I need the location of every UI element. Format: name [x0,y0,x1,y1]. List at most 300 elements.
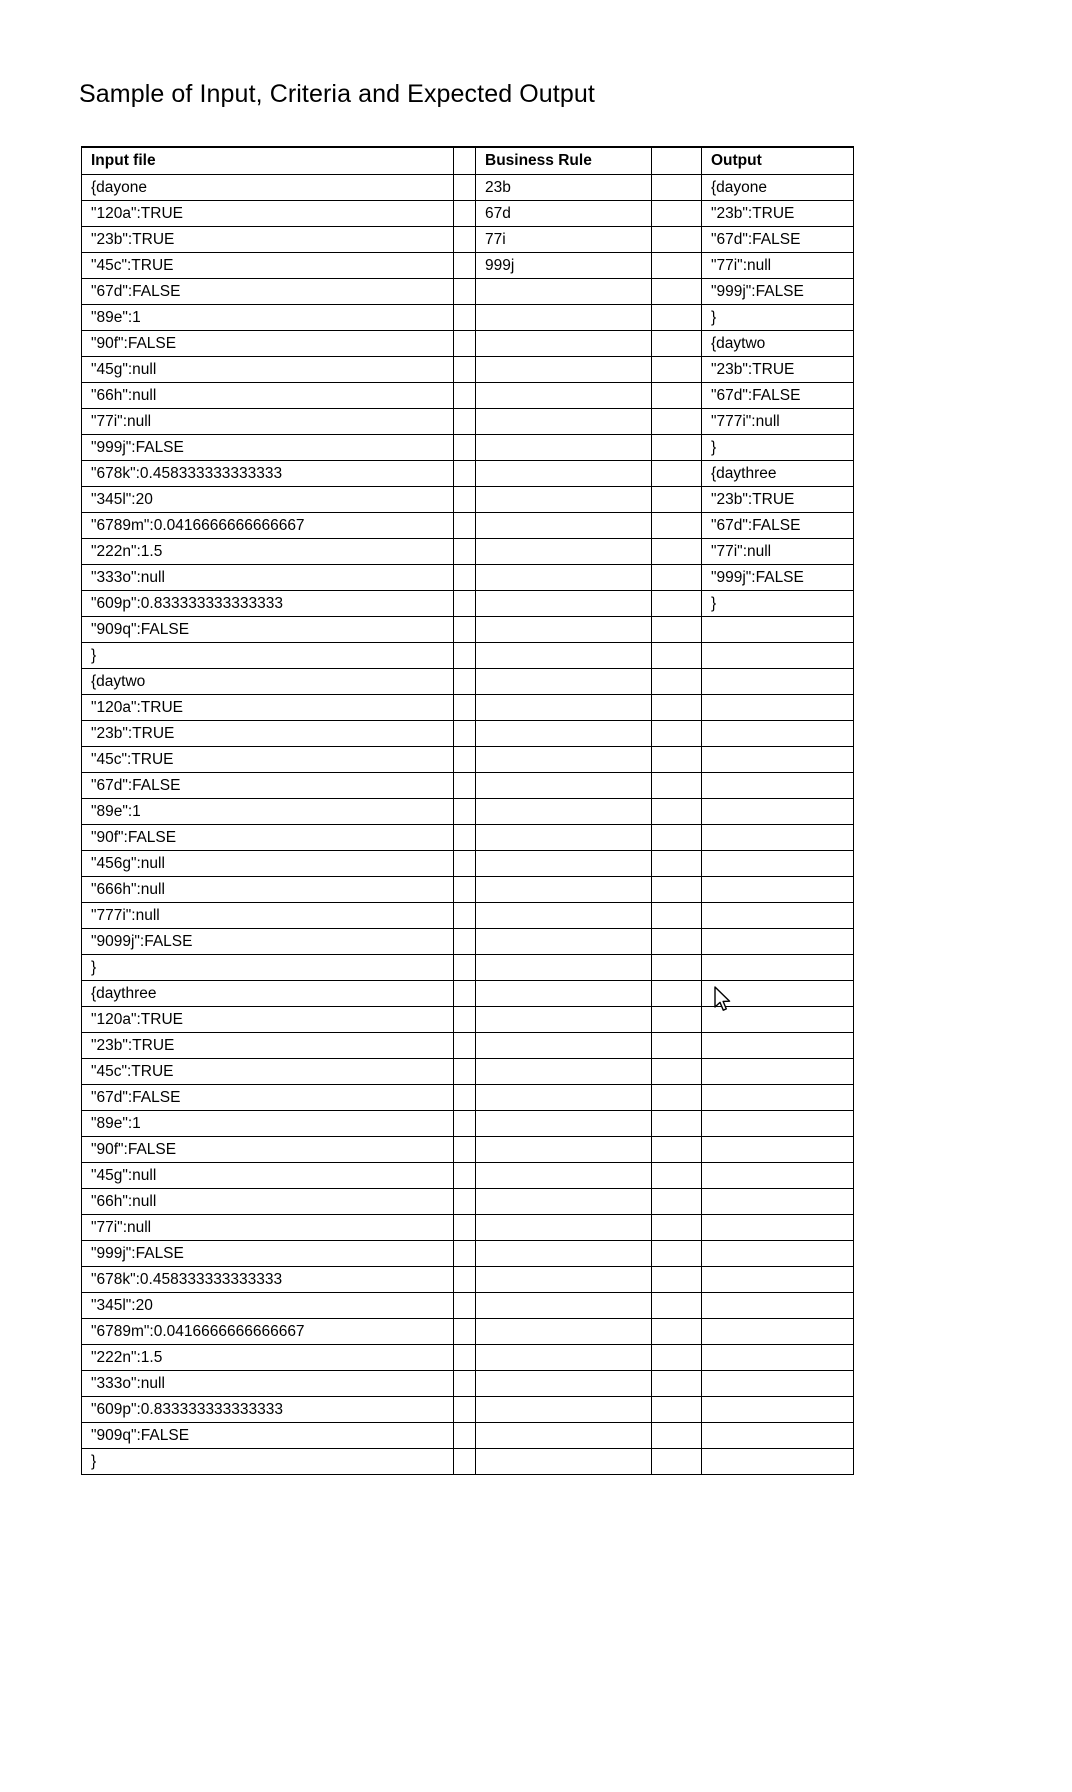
table-row [82,955,854,981]
cell-output [702,929,854,955]
cell-gap2 [652,357,702,383]
cell-output: "67d":FALSE [702,227,854,253]
cell-gap2 [652,1111,702,1137]
cell-input: "45g":null [82,357,454,383]
cell-input: "45c":TRUE [82,747,454,773]
cell-gap2 [652,1423,702,1449]
cell-rule [476,955,652,981]
cell-input: "67d":FALSE [82,773,454,799]
table-row [82,903,854,929]
page-title: Sample of Input, Criteria and Expected Output [79,80,595,108]
cell-output [702,981,854,1007]
cell-rule [476,513,652,539]
cell-gap1 [454,513,476,539]
table-row [82,1137,854,1163]
cell-rule [476,617,652,643]
cell-rule [476,1111,652,1137]
table-row [82,1007,854,1033]
cell-output [702,669,854,695]
cell-rule [476,903,652,929]
cell-output [702,747,854,773]
cell-gap2 [652,435,702,461]
cell-rule [476,877,652,903]
cell-output: } [702,591,854,617]
table-row [82,1267,854,1293]
cell-input: "66h":null [82,383,454,409]
cell-rule [476,747,652,773]
table-row [82,357,854,383]
cell-input: "120a":TRUE [82,695,454,721]
cell-gap1 [454,227,476,253]
cell-rule [476,435,652,461]
cell-input: "666h":null [82,877,454,903]
table-row [82,747,854,773]
cell-rule [476,1241,652,1267]
table-row [82,513,854,539]
cell-rule [476,1163,652,1189]
table-row [82,539,854,565]
cell-input: "678k":0.458333333333333 [82,1267,454,1293]
cell-input: "120a":TRUE [82,1007,454,1033]
cell-input: "999j":FALSE [82,435,454,461]
cell-input: "23b":TRUE [82,1033,454,1059]
cell-input: "66h":null [82,1189,454,1215]
cell-gap2 [652,383,702,409]
cell-gap2 [652,461,702,487]
cell-input: "120a":TRUE [82,201,454,227]
cell-gap2 [652,253,702,279]
cell-input: "45c":TRUE [82,1059,454,1085]
cell-output [702,1189,854,1215]
cell-input: } [82,643,454,669]
cell-gap2 [652,1189,702,1215]
cell-output: {daythree [702,461,854,487]
cell-output [702,1137,854,1163]
cell-gap1 [454,435,476,461]
table-body [82,175,854,1475]
cell-gap2 [652,591,702,617]
table-row [82,721,854,747]
cell-output [702,877,854,903]
cell-gap1 [454,1371,476,1397]
cell-gap1 [454,1267,476,1293]
cell-input: } [82,1449,454,1475]
cell-input: "45g":null [82,1163,454,1189]
cell-input: "345l":20 [82,487,454,513]
cell-output [702,1033,854,1059]
cell-gap2 [652,1371,702,1397]
cell-gap2 [652,617,702,643]
cell-output [702,955,854,981]
cell-input: "222n":1.5 [82,1345,454,1371]
cell-rule [476,1293,652,1319]
cell-gap1 [454,175,476,201]
table-row [82,643,854,669]
table-row [82,1163,854,1189]
cell-gap1 [454,1085,476,1111]
cell-gap2 [652,877,702,903]
table-row [82,1371,854,1397]
cell-input: {daythree [82,981,454,1007]
table-row [82,487,854,513]
cell-output [702,903,854,929]
cell-output: "77i":null [702,539,854,565]
table-row [82,253,854,279]
cell-output: } [702,435,854,461]
cell-output [702,851,854,877]
cell-output [702,695,854,721]
cell-rule [476,409,652,435]
cell-input: "90f":FALSE [82,825,454,851]
cell-output [702,1345,854,1371]
cell-rule [476,1033,652,1059]
table-row [82,1423,854,1449]
cell-input: "67d":FALSE [82,279,454,305]
cell-input: "89e":1 [82,305,454,331]
cell-gap1 [454,1189,476,1215]
cell-gap2 [652,1293,702,1319]
cell-input: "345l":20 [82,1293,454,1319]
table-row [82,565,854,591]
cell-input: "90f":FALSE [82,331,454,357]
table-head [82,147,854,175]
cell-gap2 [652,409,702,435]
table-row [82,409,854,435]
column-header-spacer-1 [454,147,476,175]
cell-output [702,1111,854,1137]
cell-gap2 [652,331,702,357]
cell-input: "678k":0.458333333333333 [82,461,454,487]
cell-rule [476,851,652,877]
table-row [82,1215,854,1241]
cell-output [702,1293,854,1319]
table-row [82,851,854,877]
cell-output: {daytwo [702,331,854,357]
cell-gap2 [652,279,702,305]
table-row [82,175,854,201]
cell-rule [476,643,652,669]
cell-gap2 [652,825,702,851]
cell-gap2 [652,227,702,253]
cell-output [702,1007,854,1033]
table-row [82,1059,854,1085]
cell-gap2 [652,1085,702,1111]
cell-gap1 [454,279,476,305]
cell-input: "45c":TRUE [82,253,454,279]
cell-output [702,1423,854,1449]
cell-output [702,1267,854,1293]
cell-rule [476,539,652,565]
cell-rule [476,591,652,617]
cell-output [702,643,854,669]
cell-gap2 [652,1137,702,1163]
cell-gap2 [652,513,702,539]
cell-output [702,825,854,851]
cell-gap2 [652,1215,702,1241]
table-row [82,383,854,409]
cell-gap2 [652,1267,702,1293]
table-row [82,331,854,357]
cell-rule [476,1449,652,1475]
table-row [82,773,854,799]
cell-gap1 [454,1319,476,1345]
table-header-row [82,147,854,175]
cell-gap1 [454,591,476,617]
cell-rule: 67d [476,201,652,227]
cell-output [702,1449,854,1475]
cell-input: {daytwo [82,669,454,695]
table-row [82,1345,854,1371]
cell-output: } [702,305,854,331]
cell-input: "609p":0.833333333333333 [82,591,454,617]
cell-rule [476,1137,652,1163]
cell-rule [476,279,652,305]
cell-input: "333o":null [82,1371,454,1397]
cell-input: "77i":null [82,409,454,435]
cell-gap1 [454,695,476,721]
cell-input: "333o":null [82,565,454,591]
table-row [82,201,854,227]
cell-rule [476,1059,652,1085]
cell-gap2 [652,1163,702,1189]
cell-gap1 [454,1007,476,1033]
cell-gap1 [454,565,476,591]
table-row [82,435,854,461]
column-header-business-rule: Business Rule [476,147,652,175]
table-row [82,669,854,695]
cell-gap1 [454,669,476,695]
cell-gap2 [652,1319,702,1345]
cell-gap1 [454,357,476,383]
table-row [82,929,854,955]
cell-rule [476,773,652,799]
cell-gap2 [652,773,702,799]
table-row [82,1033,854,1059]
cell-input: "999j":FALSE [82,1241,454,1267]
cell-input: "6789m":0.0416666666666667 [82,513,454,539]
cell-rule [476,825,652,851]
cell-rule [476,565,652,591]
cell-gap2 [652,669,702,695]
cell-input: "222n":1.5 [82,539,454,565]
cell-output [702,1085,854,1111]
cell-gap1 [454,409,476,435]
table-row [82,877,854,903]
cell-output: "23b":TRUE [702,357,854,383]
cell-input: "90f":FALSE [82,1137,454,1163]
cell-gap1 [454,851,476,877]
cell-output [702,1163,854,1189]
cell-gap1 [454,1163,476,1189]
sample-table-container [81,146,853,1475]
table-row [82,227,854,253]
cell-input: "609p":0.833333333333333 [82,1397,454,1423]
cell-output: "67d":FALSE [702,383,854,409]
cell-gap2 [652,799,702,825]
cell-rule [476,669,652,695]
cell-gap2 [652,851,702,877]
cell-gap1 [454,1345,476,1371]
cell-rule [476,357,652,383]
cell-gap1 [454,643,476,669]
cell-output: "77i":null [702,253,854,279]
cell-gap2 [652,1059,702,1085]
cell-rule: 999j [476,253,652,279]
cell-gap2 [652,1007,702,1033]
cell-gap1 [454,773,476,799]
cell-rule: 23b [476,175,652,201]
table-row [82,461,854,487]
cell-gap1 [454,1423,476,1449]
cell-gap2 [652,565,702,591]
cell-gap2 [652,305,702,331]
cell-rule [476,331,652,357]
cell-input: } [82,955,454,981]
table-row [82,1449,854,1475]
cell-gap1 [454,617,476,643]
cell-rule [476,1423,652,1449]
cell-rule [476,1345,652,1371]
cell-output [702,617,854,643]
table-row [82,825,854,851]
cell-gap2 [652,1241,702,1267]
cell-gap2 [652,747,702,773]
table-row [82,1397,854,1423]
cell-gap1 [454,1111,476,1137]
cell-input: "909q":FALSE [82,1423,454,1449]
cell-rule [476,981,652,1007]
table-row [82,279,854,305]
cell-output: "23b":TRUE [702,201,854,227]
cell-gap2 [652,955,702,981]
table-row [82,799,854,825]
cell-rule [476,1397,652,1423]
column-header-input-file: Input file [82,147,454,175]
cell-output: "777i":null [702,409,854,435]
cell-rule [476,1319,652,1345]
cell-output [702,1241,854,1267]
cell-gap1 [454,253,476,279]
cell-output [702,1319,854,1345]
cell-gap1 [454,981,476,1007]
cell-rule [476,461,652,487]
cell-gap2 [652,1033,702,1059]
cell-rule [476,721,652,747]
cell-output: "67d":FALSE [702,513,854,539]
cell-gap2 [652,643,702,669]
cell-gap1 [454,1059,476,1085]
cell-gap1 [454,721,476,747]
cell-gap2 [652,929,702,955]
cell-gap1 [454,1449,476,1475]
table-row [82,617,854,643]
cell-gap1 [454,331,476,357]
cell-rule [476,383,652,409]
table-row [82,1293,854,1319]
cell-rule [476,1007,652,1033]
table-row [82,305,854,331]
table-row [82,1085,854,1111]
cell-gap2 [652,721,702,747]
cell-input: "6789m":0.0416666666666667 [82,1319,454,1345]
cell-rule [476,487,652,513]
cell-gap2 [652,1345,702,1371]
table-row [82,981,854,1007]
cell-input: "89e":1 [82,1111,454,1137]
cell-gap1 [454,929,476,955]
cell-rule: 77i [476,227,652,253]
cell-input: "67d":FALSE [82,1085,454,1111]
cell-input: "456g":null [82,851,454,877]
table-row [82,695,854,721]
cell-input: "23b":TRUE [82,721,454,747]
cell-gap1 [454,1137,476,1163]
cell-rule [476,305,652,331]
cell-gap1 [454,1215,476,1241]
cell-gap1 [454,1397,476,1423]
sample-table [81,146,854,1475]
cell-gap1 [454,955,476,981]
table-row [82,1319,854,1345]
cell-input: "9099j":FALSE [82,929,454,955]
column-header-output: Output [702,147,854,175]
cell-output [702,799,854,825]
cell-rule [476,695,652,721]
cell-gap2 [652,1449,702,1475]
cell-gap1 [454,383,476,409]
cell-gap1 [454,1293,476,1319]
cell-output [702,773,854,799]
cell-rule [476,1085,652,1111]
cell-rule [476,799,652,825]
cell-gap1 [454,903,476,929]
cell-gap2 [652,175,702,201]
cell-output: "999j":FALSE [702,279,854,305]
cell-output: {dayone [702,175,854,201]
cell-rule [476,1371,652,1397]
table-row [82,1111,854,1137]
cell-rule [476,1215,652,1241]
cell-gap1 [454,487,476,513]
cell-gap2 [652,981,702,1007]
cell-input: {dayone [82,175,454,201]
cell-gap1 [454,747,476,773]
cell-gap2 [652,1397,702,1423]
cell-gap1 [454,877,476,903]
cell-gap1 [454,461,476,487]
cell-input: "909q":FALSE [82,617,454,643]
table-row [82,591,854,617]
cell-input: "77i":null [82,1215,454,1241]
cell-output: "23b":TRUE [702,487,854,513]
cell-input: "89e":1 [82,799,454,825]
cell-gap2 [652,487,702,513]
cell-input: "777i":null [82,903,454,929]
cell-rule [476,1267,652,1293]
cell-gap1 [454,201,476,227]
column-header-spacer-2 [652,147,702,175]
cell-output [702,721,854,747]
cell-gap1 [454,305,476,331]
cell-gap2 [652,201,702,227]
cell-output [702,1215,854,1241]
cell-gap1 [454,799,476,825]
cell-input: "23b":TRUE [82,227,454,253]
cell-rule [476,929,652,955]
table-row [82,1189,854,1215]
table-row [82,1241,854,1267]
cell-output [702,1059,854,1085]
